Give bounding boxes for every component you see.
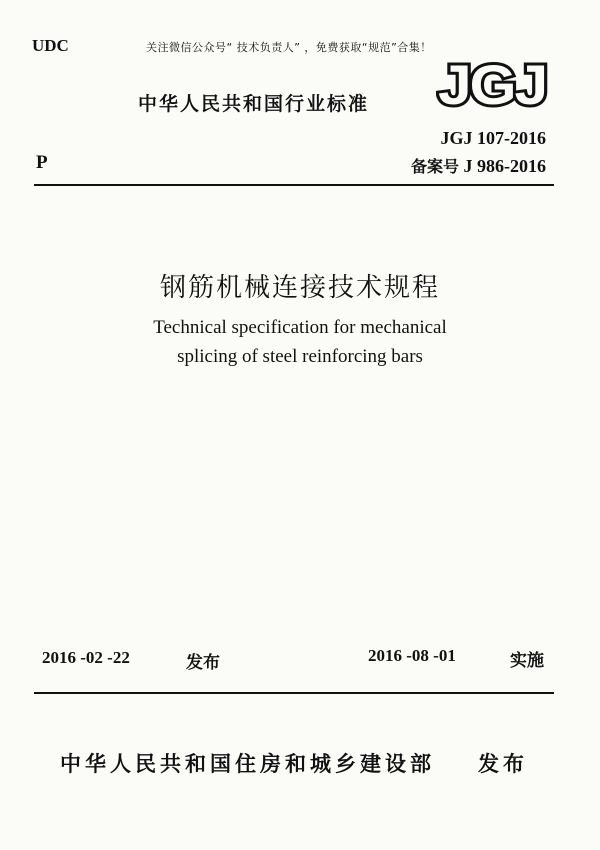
logo-text: JGJ <box>438 58 546 110</box>
record-number <box>411 154 546 177</box>
top-divider <box>34 184 554 186</box>
title-chinese: 钢筋机械连接技术规程 <box>159 273 440 303</box>
title-english-line2: splicing of steel reinforcing bars <box>177 346 423 367</box>
record-code: J 986-2016 <box>463 156 546 176</box>
category-letter: P <box>36 152 48 173</box>
standard-code: JGJ 107-2016 <box>440 128 546 148</box>
implement-date: 2016 -08 -01 <box>368 646 456 665</box>
record-label: 备案号 <box>410 157 459 176</box>
industry-standard-heading: 中华人民共和国行业标准 <box>138 93 370 115</box>
jgj-logo <box>436 58 548 110</box>
bottom-divider <box>34 692 554 694</box>
issue-label: 发布 <box>186 653 220 673</box>
promo-note: 关注微信公众号“ 技术负责人” ，免费获取“规范”合集！ <box>146 41 432 54</box>
publisher-label: 发布 <box>478 752 528 776</box>
implement-label: 实施 <box>510 651 544 671</box>
title-english-line1: Technical specification for mechanical <box>153 317 447 338</box>
udc-label: UDC <box>32 36 69 55</box>
publisher-name: 中华人民共和国住房和城乡建设部 <box>60 752 435 776</box>
issue-date: 2016 -02 -22 <box>42 648 130 667</box>
